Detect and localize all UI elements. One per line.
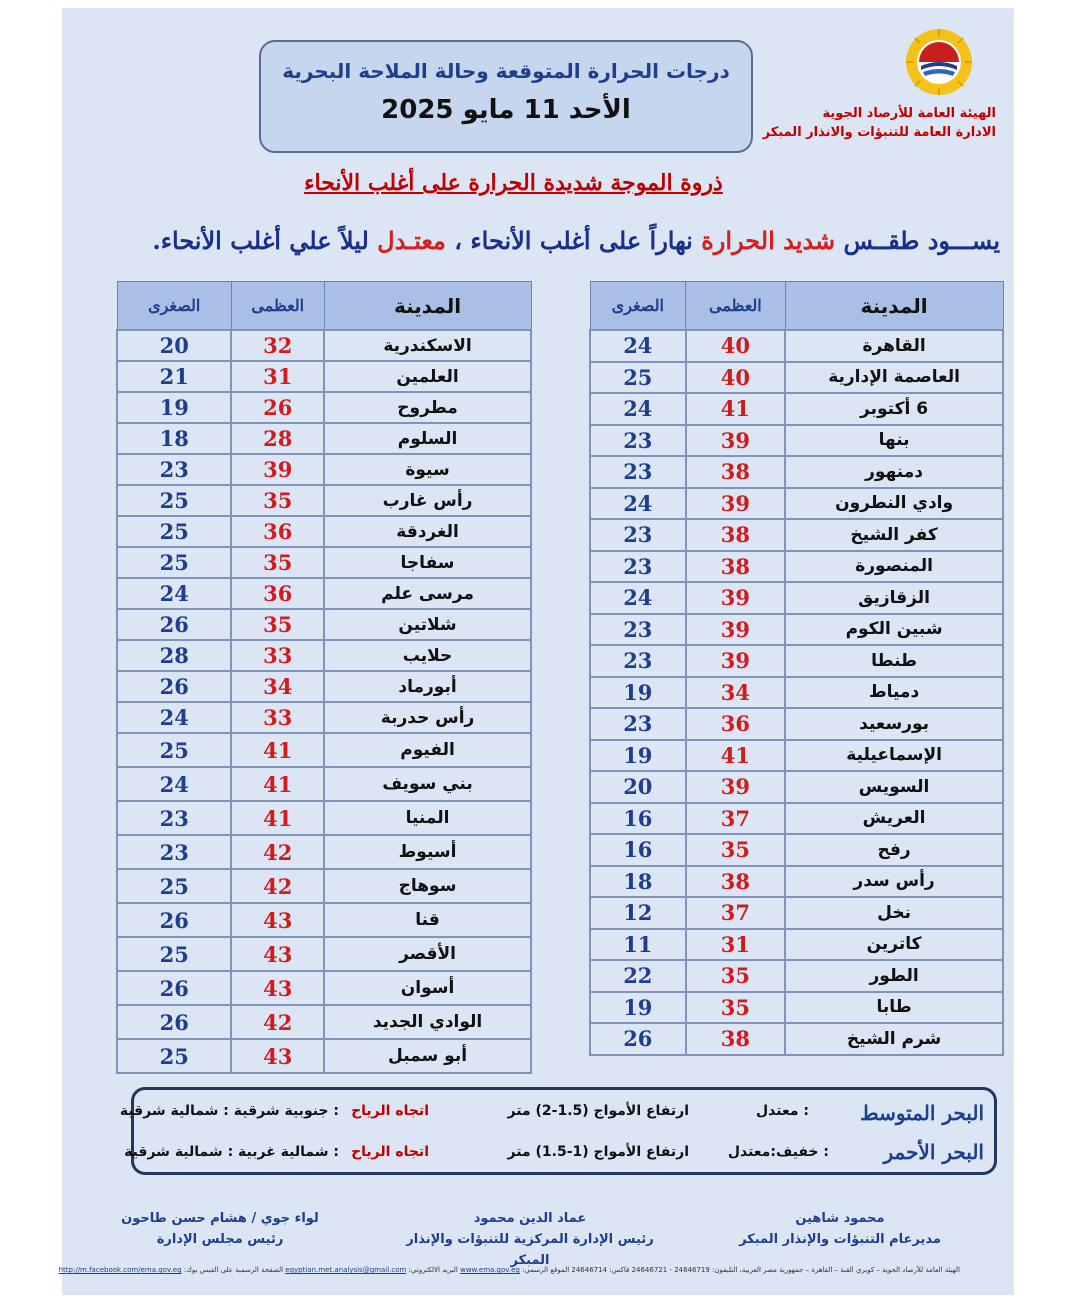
min-temp-cell: 23 bbox=[117, 835, 231, 869]
header-min: الصغرى bbox=[117, 282, 231, 331]
table-row bbox=[117, 547, 531, 578]
min-temp-cell: 24 bbox=[590, 330, 686, 362]
max-temp-cell: 43 bbox=[231, 937, 324, 971]
max-temp-cell: 40 bbox=[686, 362, 786, 394]
city-cell: الأقصر bbox=[324, 937, 531, 971]
table-row bbox=[117, 516, 531, 547]
city-cell: سيوة bbox=[324, 454, 531, 485]
max-temp-cell: 43 bbox=[231, 903, 324, 937]
min-temp-cell: 23 bbox=[590, 614, 686, 646]
max-temp-cell: 39 bbox=[686, 614, 786, 646]
city-cell: الفيوم bbox=[324, 733, 531, 767]
table-row bbox=[117, 578, 531, 609]
min-temp-cell: 20 bbox=[117, 330, 231, 361]
red-sea-state: : خفيف:معتدل bbox=[727, 1144, 829, 1160]
min-temp-cell: 23 bbox=[590, 519, 686, 551]
table-row bbox=[117, 937, 531, 971]
signature-title: رئيس الإدارة المركزية للتنبؤات والإنذار المبكر bbox=[406, 1232, 654, 1268]
city-cell: المنصورة bbox=[785, 551, 1003, 583]
city-cell: دمياط bbox=[785, 677, 1003, 709]
min-temp-cell: 19 bbox=[590, 677, 686, 709]
max-temp-cell: 36 bbox=[231, 578, 324, 609]
max-temp-cell: 35 bbox=[231, 485, 324, 516]
table-row bbox=[117, 423, 531, 454]
max-temp-cell: 41 bbox=[686, 393, 786, 425]
city-cell: سفاجا bbox=[324, 547, 531, 578]
max-temp-cell: 28 bbox=[231, 423, 324, 454]
city-cell: رأس حدربة bbox=[324, 702, 531, 733]
mediterranean-state: : معتدل bbox=[756, 1103, 809, 1119]
table-row bbox=[590, 834, 1003, 866]
temperature-table-right bbox=[589, 281, 1004, 1056]
table-row bbox=[117, 1039, 531, 1073]
table-row bbox=[590, 393, 1003, 425]
min-temp-cell: 23 bbox=[117, 801, 231, 835]
header-city: المدينة bbox=[324, 282, 531, 331]
mediterranean-waves: ارتفاع الأمواج (1.5-2) متر bbox=[507, 1103, 689, 1119]
table-row bbox=[117, 485, 531, 516]
max-temp-cell: 35 bbox=[686, 834, 786, 866]
min-temp-cell: 18 bbox=[117, 423, 231, 454]
table-row bbox=[117, 392, 531, 423]
min-temp-cell: 19 bbox=[590, 740, 686, 772]
summary-part5: ليلاً علي أغلب الأنحاء. bbox=[152, 226, 378, 255]
table-row bbox=[590, 614, 1003, 646]
table-row bbox=[117, 971, 531, 1005]
max-temp-cell: 39 bbox=[231, 454, 324, 485]
signature-title: مديرعام التنبؤات والإنذار المبكر bbox=[739, 1232, 941, 1247]
min-temp-cell: 25 bbox=[117, 733, 231, 767]
summary-part2: شديد الحرارة bbox=[701, 226, 836, 255]
table-row bbox=[117, 671, 531, 702]
min-temp-cell: 16 bbox=[590, 834, 686, 866]
max-temp-cell: 38 bbox=[686, 456, 786, 488]
org-name-line2: الادارة العامة للتنبؤات والانذار المبكر bbox=[762, 125, 996, 140]
min-temp-cell: 24 bbox=[590, 488, 686, 520]
min-temp-cell: 23 bbox=[590, 551, 686, 583]
table-row bbox=[590, 519, 1003, 551]
city-cell: بنها bbox=[785, 425, 1003, 457]
mediterranean-label: البحر المتوسط bbox=[860, 1101, 984, 1125]
max-temp-cell: 39 bbox=[686, 488, 786, 520]
max-temp-cell: 38 bbox=[686, 866, 786, 898]
table-row bbox=[590, 803, 1003, 835]
footer-email-link[interactable]: egyptian.met.analysis@gmail.com bbox=[285, 1266, 407, 1274]
table-row bbox=[117, 454, 531, 485]
footer bbox=[58, 1266, 960, 1274]
table-row bbox=[590, 330, 1003, 362]
city-cell: القاهرة bbox=[785, 330, 1003, 362]
city-cell: أسوان bbox=[324, 971, 531, 1005]
org-name bbox=[760, 104, 996, 142]
max-temp-cell: 32 bbox=[231, 330, 324, 361]
red-sea-row bbox=[124, 1140, 994, 1174]
max-temp-cell: 41 bbox=[231, 733, 324, 767]
signature-forecast-director bbox=[735, 1208, 945, 1250]
min-temp-cell: 23 bbox=[117, 454, 231, 485]
heatwave-peak-note: ذروة الموجة شديدة الحرارة على أغلب الأنحاء bbox=[304, 170, 723, 196]
table-row bbox=[590, 488, 1003, 520]
header-min: الصغرى bbox=[590, 282, 686, 331]
min-temp-cell: 25 bbox=[117, 516, 231, 547]
table-row bbox=[590, 582, 1003, 614]
table-row bbox=[590, 771, 1003, 803]
city-cell: السويس bbox=[785, 771, 1003, 803]
max-temp-cell: 41 bbox=[231, 801, 324, 835]
min-temp-cell: 19 bbox=[590, 992, 686, 1024]
min-temp-cell: 25 bbox=[117, 547, 231, 578]
min-temp-cell: 25 bbox=[117, 869, 231, 903]
city-cell: العريش bbox=[785, 803, 1003, 835]
red-sea-label: البحر الأحمر bbox=[883, 1140, 984, 1164]
table-row bbox=[590, 866, 1003, 898]
city-cell: أبو سمبل bbox=[324, 1039, 531, 1073]
city-cell: شرم الشيخ bbox=[785, 1023, 1003, 1055]
signature-title: رئيس مجلس الإدارة bbox=[156, 1232, 284, 1247]
table-row bbox=[117, 767, 531, 801]
table-row bbox=[590, 929, 1003, 961]
footer-website-link[interactable]: www.ema.gov.eg bbox=[460, 1266, 520, 1274]
page-title: درجات الحرارة المتوقعة وحالة الملاحة البحرية bbox=[282, 59, 730, 83]
table-row bbox=[590, 677, 1003, 709]
city-cell: وادي النطرون bbox=[785, 488, 1003, 520]
table-header-row bbox=[117, 282, 531, 331]
min-temp-cell: 24 bbox=[590, 393, 686, 425]
city-cell: شبين الكوم bbox=[785, 614, 1003, 646]
table-row bbox=[117, 801, 531, 835]
city-cell: رفح bbox=[785, 834, 1003, 866]
footer-facebook-label: الصفحة الرسمية على الفيس بوك: bbox=[183, 1266, 284, 1274]
table-row bbox=[117, 609, 531, 640]
city-cell: قنا bbox=[324, 903, 531, 937]
city-cell: مطروح bbox=[324, 392, 531, 423]
max-temp-cell: 36 bbox=[231, 516, 324, 547]
min-temp-cell: 23 bbox=[590, 708, 686, 740]
table-row bbox=[590, 645, 1003, 677]
max-temp-cell: 35 bbox=[686, 960, 786, 992]
min-temp-cell: 24 bbox=[117, 702, 231, 733]
max-temp-cell: 42 bbox=[231, 835, 324, 869]
city-cell: بورسعيد bbox=[785, 708, 1003, 740]
max-temp-cell: 37 bbox=[686, 803, 786, 835]
min-temp-cell: 25 bbox=[117, 937, 231, 971]
max-temp-cell: 31 bbox=[231, 361, 324, 392]
table-row bbox=[117, 869, 531, 903]
red-sea-waves: ارتفاع الأمواج (1-1.5) متر bbox=[507, 1144, 689, 1160]
table-body bbox=[590, 330, 1003, 1055]
min-temp-cell: 16 bbox=[590, 803, 686, 835]
table-row bbox=[590, 551, 1003, 583]
summary-part3: نهاراً على أغلب الأنحاء ، bbox=[445, 226, 702, 255]
city-cell: 6 أكتوبر bbox=[785, 393, 1003, 425]
min-temp-cell: 23 bbox=[590, 456, 686, 488]
city-cell: طابا bbox=[785, 992, 1003, 1024]
max-temp-cell: 37 bbox=[686, 897, 786, 929]
max-temp-cell: 26 bbox=[231, 392, 324, 423]
max-temp-cell: 38 bbox=[686, 1023, 786, 1055]
max-temp-cell: 39 bbox=[686, 582, 786, 614]
table-row bbox=[590, 362, 1003, 394]
table-body bbox=[117, 330, 531, 1073]
mediterranean-wind-label: اتجاه الرياح bbox=[351, 1103, 429, 1119]
city-cell: أبورماد bbox=[324, 671, 531, 702]
min-temp-cell: 22 bbox=[590, 960, 686, 992]
min-temp-cell: 23 bbox=[590, 645, 686, 677]
table-row bbox=[117, 903, 531, 937]
city-cell: نخل bbox=[785, 897, 1003, 929]
min-temp-cell: 21 bbox=[117, 361, 231, 392]
table-row bbox=[590, 740, 1003, 772]
signature-name: لواء جوي / هشام حسن طاحون bbox=[121, 1211, 319, 1226]
footer-email-label: البريد الالكتروني: bbox=[408, 1266, 458, 1274]
max-temp-cell: 36 bbox=[686, 708, 786, 740]
min-temp-cell: 18 bbox=[590, 866, 686, 898]
weather-summary bbox=[120, 226, 1000, 255]
city-cell: سوهاج bbox=[324, 869, 531, 903]
city-cell: السلوم bbox=[324, 423, 531, 454]
max-temp-cell: 33 bbox=[231, 640, 324, 671]
mediterranean-row bbox=[119, 1101, 994, 1133]
min-temp-cell: 12 bbox=[590, 897, 686, 929]
max-temp-cell: 35 bbox=[231, 609, 324, 640]
header-max: العظمى bbox=[231, 282, 324, 331]
min-temp-cell: 24 bbox=[117, 767, 231, 801]
city-cell: الزقازيق bbox=[785, 582, 1003, 614]
max-temp-cell: 42 bbox=[231, 869, 324, 903]
signature-central-director bbox=[385, 1208, 675, 1271]
min-temp-cell: 26 bbox=[590, 1023, 686, 1055]
table-row bbox=[117, 835, 531, 869]
city-cell: مرسى علم bbox=[324, 578, 531, 609]
signature-name: عماد الدين محمود bbox=[473, 1211, 587, 1226]
table-row bbox=[117, 640, 531, 671]
header-city: المدينة bbox=[785, 282, 1003, 331]
city-cell: كاترين bbox=[785, 929, 1003, 961]
city-cell: العاصمة الإدارية bbox=[785, 362, 1003, 394]
city-cell: الغردقة bbox=[324, 516, 531, 547]
table-row bbox=[117, 330, 531, 361]
header-max: العظمى bbox=[686, 282, 786, 331]
city-cell: رأس سدر bbox=[785, 866, 1003, 898]
org-name-line1: الهيئة العامة للأرصاد الجوية bbox=[822, 106, 996, 121]
city-cell: شلاتين bbox=[324, 609, 531, 640]
summary-part4: معتـدل bbox=[377, 226, 446, 255]
city-cell: الإسماعيلية bbox=[785, 740, 1003, 772]
table-row bbox=[117, 702, 531, 733]
city-cell: العلمين bbox=[324, 361, 531, 392]
red-sea-wind-value: : شمالية غربية : شمالية شرقية bbox=[124, 1144, 339, 1160]
forecast-date: الأحد 11 مايو 2025 bbox=[381, 95, 631, 125]
min-temp-cell: 23 bbox=[590, 425, 686, 457]
max-temp-cell: 40 bbox=[686, 330, 786, 362]
max-temp-cell: 43 bbox=[231, 1039, 324, 1073]
table-row bbox=[590, 425, 1003, 457]
table-row bbox=[590, 897, 1003, 929]
max-temp-cell: 43 bbox=[231, 971, 324, 1005]
min-temp-cell: 26 bbox=[117, 671, 231, 702]
min-temp-cell: 26 bbox=[117, 609, 231, 640]
table-row bbox=[117, 733, 531, 767]
min-temp-cell: 20 bbox=[590, 771, 686, 803]
max-temp-cell: 33 bbox=[231, 702, 324, 733]
city-cell: رأس غارب bbox=[324, 485, 531, 516]
city-cell: بني سويف bbox=[324, 767, 531, 801]
max-temp-cell: 34 bbox=[686, 677, 786, 709]
red-sea-wind-label: اتجاه الرياح bbox=[351, 1144, 429, 1160]
max-temp-cell: 38 bbox=[686, 551, 786, 583]
city-cell: المنيا bbox=[324, 801, 531, 835]
summary-part1: يســـود طقــس bbox=[835, 226, 1000, 255]
max-temp-cell: 35 bbox=[686, 992, 786, 1024]
max-temp-cell: 41 bbox=[686, 740, 786, 772]
max-temp-cell: 31 bbox=[686, 929, 786, 961]
city-cell: دمنهور bbox=[785, 456, 1003, 488]
footer-address: الهيئة العامة للأرصاد الجوية – كوبري القبة – القاهرة – جمهورية مصر العربية، التليفون: 24646719 - 24646721 فاكس: 24646714 الموقع الرسمي: bbox=[522, 1266, 960, 1274]
table-row bbox=[590, 960, 1003, 992]
ema-logo-icon bbox=[905, 28, 973, 96]
max-temp-cell: 42 bbox=[231, 1005, 324, 1039]
max-temp-cell: 39 bbox=[686, 425, 786, 457]
max-temp-cell: 34 bbox=[231, 671, 324, 702]
city-cell: حلايب bbox=[324, 640, 531, 671]
min-temp-cell: 26 bbox=[117, 903, 231, 937]
city-cell: الاسكندرية bbox=[324, 330, 531, 361]
signature-name: محمود شاهين bbox=[795, 1211, 885, 1226]
table-row bbox=[590, 1023, 1003, 1055]
max-temp-cell: 41 bbox=[231, 767, 324, 801]
table-row bbox=[590, 992, 1003, 1024]
marine-conditions-box bbox=[119, 1087, 997, 1175]
table-row bbox=[117, 1005, 531, 1039]
min-temp-cell: 28 bbox=[117, 640, 231, 671]
table-row bbox=[117, 361, 531, 392]
footer-facebook-link[interactable]: http://m.facebook.com/ema.gov.eg bbox=[58, 1266, 182, 1274]
max-temp-cell: 35 bbox=[231, 547, 324, 578]
city-cell: الوادي الجديد bbox=[324, 1005, 531, 1039]
table-row bbox=[590, 456, 1003, 488]
city-cell: أسيوط bbox=[324, 835, 531, 869]
signature-chairman bbox=[115, 1208, 325, 1250]
min-temp-cell: 25 bbox=[117, 1039, 231, 1073]
min-temp-cell: 26 bbox=[117, 971, 231, 1005]
table-row bbox=[590, 708, 1003, 740]
city-cell: الطور bbox=[785, 960, 1003, 992]
temperature-table-left bbox=[116, 281, 532, 1074]
max-temp-cell: 38 bbox=[686, 519, 786, 551]
max-temp-cell: 39 bbox=[686, 645, 786, 677]
table-header-row bbox=[590, 282, 1003, 331]
city-cell: كفر الشيخ bbox=[785, 519, 1003, 551]
min-temp-cell: 25 bbox=[590, 362, 686, 394]
min-temp-cell: 26 bbox=[117, 1005, 231, 1039]
min-temp-cell: 24 bbox=[590, 582, 686, 614]
min-temp-cell: 19 bbox=[117, 392, 231, 423]
max-temp-cell: 39 bbox=[686, 771, 786, 803]
mediterranean-wind-value: : جنوبية شرقية : شمالية شرقية bbox=[119, 1103, 339, 1119]
title-box bbox=[259, 40, 753, 153]
city-cell: طنطا bbox=[785, 645, 1003, 677]
min-temp-cell: 24 bbox=[117, 578, 231, 609]
min-temp-cell: 25 bbox=[117, 485, 231, 516]
min-temp-cell: 11 bbox=[590, 929, 686, 961]
